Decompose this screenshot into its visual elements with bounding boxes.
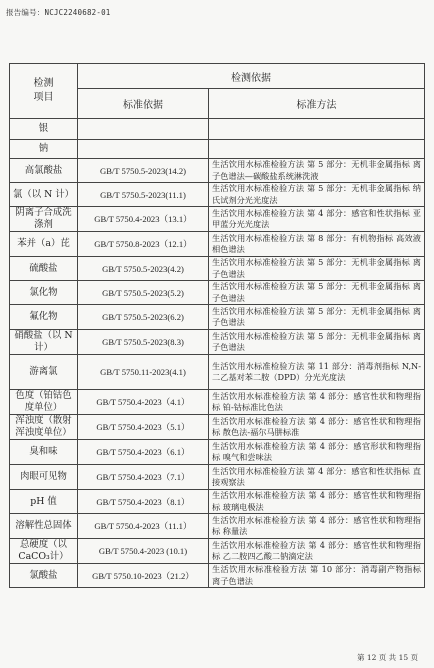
standard-method-cell: 生活饮用水标准检验方法 第 4 部分：感官和性状指标 直接观察法 xyxy=(209,465,425,490)
standard-method-cell: 生活饮用水标准检验方法 第 5 部分：无机非金属指标 纳氏试剂分光光度法 xyxy=(209,183,425,207)
standard-basis-cell: GB/T 5750.4-2023（4.1） xyxy=(78,390,209,415)
table-row xyxy=(10,539,425,564)
test-item-cell: 氯化物 xyxy=(10,281,78,305)
standard-method-cell: 生活饮用水标准检验方法 第 4 部分：感官性状和物理指标 玻璃电极法 xyxy=(209,490,425,514)
test-basis-table xyxy=(9,63,425,588)
standard-method-cell: 生活饮用水标准检验方法 第 5 部分：无机非金属指标 离子色谱法 xyxy=(209,330,425,355)
test-item-cell: 臭和味 xyxy=(10,440,78,465)
test-item-cell: 阴离子合成洗涤剂 xyxy=(10,207,78,232)
standard-method-cell: 生活饮用水标准检验方法 第 4 部分：感官性状和物理指标 铂-钴标准比色法 xyxy=(209,390,425,415)
table-row xyxy=(10,305,425,330)
standard-method-cell: 生活饮用水标准检验方法 第 4 部分：感官形状和物理指标 嗅气和尝味法 xyxy=(209,440,425,465)
table-row xyxy=(10,490,425,514)
standard-basis-cell: GB/T 5750.11-2023(4.1) xyxy=(78,355,209,390)
table-row xyxy=(10,330,425,355)
table-row xyxy=(10,415,425,440)
table-body xyxy=(10,119,425,588)
table-row xyxy=(10,207,425,232)
header-test-item: 检测 项目 xyxy=(10,64,78,119)
table-row xyxy=(10,355,425,390)
standard-basis-cell xyxy=(78,119,209,140)
standard-basis-cell: GB/T 5750.4-2023（8.1） xyxy=(78,490,209,514)
standard-basis-cell: GB/T 5750.4-2023（7.1） xyxy=(78,465,209,490)
table-row xyxy=(10,390,425,415)
standard-basis-cell: GB/T 5750.4-2023（11.1） xyxy=(78,514,209,539)
test-item-cell: 氯酸盐 xyxy=(10,564,78,588)
test-item-cell: 溶解性总固体 xyxy=(10,514,78,539)
table-row xyxy=(10,440,425,465)
table-row xyxy=(10,232,425,257)
test-item-cell: 氟化物 xyxy=(10,305,78,330)
standard-basis-cell: GB/T 5750.4-2023（13.1） xyxy=(78,207,209,232)
page-number: 第 12 页 共 15 页 xyxy=(356,653,418,662)
test-item-cell: 银 xyxy=(10,119,78,140)
table-row xyxy=(10,140,425,159)
test-item-cell: 游离氯 xyxy=(10,355,78,390)
standard-method-cell xyxy=(209,140,425,159)
test-item-cell: 硝酸盐（以 N 计） xyxy=(10,330,78,355)
table-row xyxy=(10,564,425,588)
table-row xyxy=(10,183,425,207)
header-test-basis: 检测依据 xyxy=(78,64,425,89)
standard-basis-cell: GB/T 5750.4-2023 (10.1) xyxy=(78,539,209,564)
standard-basis-cell xyxy=(78,140,209,159)
standard-basis-cell: GB/T 5750.4-2023（6.1） xyxy=(78,440,209,465)
standard-method-cell: 生活饮用水标准检验方法 第 4 部分：感官性状和物理指标 乙二胺四乙酸二钠滴定法 xyxy=(209,539,425,564)
standard-method-cell: 生活饮用水标准检验方法 第 5 部分：无机非金属指标 离子色谱法—碳酸盐系统淋洗液 xyxy=(209,159,425,183)
test-item-cell: 总硬度（以 CaCO₃计） xyxy=(10,539,78,564)
test-item-cell: 氯（以 N 计） xyxy=(10,183,78,207)
test-item-cell: 高氯酸盐 xyxy=(10,159,78,183)
standard-basis-cell: GB/T 5750.5-2023(5.2) xyxy=(78,281,209,305)
table-row xyxy=(10,281,425,305)
standard-basis-cell: GB/T 5750.10-2023（21.2） xyxy=(78,564,209,588)
test-item-cell: 色度（铂钴色度单位） xyxy=(10,390,78,415)
table-row xyxy=(10,514,425,539)
standard-basis-cell: GB/T 5750.5-2023(6.2) xyxy=(78,305,209,330)
standard-method-cell: 生活饮用水标准检验方法 第 10 部分：消毒副产物指标 离子色谱法 xyxy=(209,564,425,588)
table-row xyxy=(10,257,425,281)
standard-basis-cell: GB/T 5750.8-2023（12.1） xyxy=(78,232,209,257)
standard-basis-cell: GB/T 5750.5-2023(4.2) xyxy=(78,257,209,281)
standard-basis-cell: GB/T 5750.5-2023(11.1) xyxy=(78,183,209,207)
test-item-cell: 硫酸盐 xyxy=(10,257,78,281)
standard-basis-cell: GB/T 5750.5-2023(14.2) xyxy=(78,159,209,183)
standard-basis-cell: GB/T 5750.4-2023（5.1） xyxy=(78,415,209,440)
test-item-cell: 钠 xyxy=(10,140,78,159)
test-item-cell: 浑浊度（散射浑浊度单位） xyxy=(10,415,78,440)
standard-method-cell: 生活饮用水标准检验方法 第 4 部分：感官性状和物理指标 散色法-福尔马肼标准 xyxy=(209,415,425,440)
standard-method-cell: 生活饮用水标准检验方法 第 5 部分：无机非金属指标 离子色谱法 xyxy=(209,305,425,330)
standard-method-cell: 生活饮用水标准检验方法 第 11 部分：消毒剂指标 N,N-二乙基对苯二胺（DPD）分光光度法 xyxy=(209,355,425,390)
header-standard-basis: 标准依据 xyxy=(78,89,209,119)
test-item-cell: pH 值 xyxy=(10,490,78,514)
standard-method-cell: 生活饮用水标准检验方法 第 5 部分：无机非金属指标 离子色谱法 xyxy=(209,257,425,281)
standard-method-cell: 生活饮用水标准检验方法 第 8 部分：有机物指标 高效液相色谱法 xyxy=(209,232,425,257)
header-standard-method: 标准方法 xyxy=(209,89,425,119)
standard-basis-cell: GB/T 5750.5-2023(8.3) xyxy=(78,330,209,355)
test-item-cell: 苯并（a）芘 xyxy=(10,232,78,257)
standard-method-cell xyxy=(209,119,425,140)
table-row xyxy=(10,465,425,490)
standard-method-cell: 生活饮用水标准检验方法 第 4 部分：感官性状和物理指标 称量法 xyxy=(209,514,425,539)
table-row xyxy=(10,119,425,140)
standard-method-cell: 生活饮用水标准检验方法 第 5 部分：无机非金属指标 离子色谱法 xyxy=(209,281,425,305)
test-item-cell: 肉眼可见物 xyxy=(10,465,78,490)
table-row xyxy=(10,159,425,183)
report-number: 报告编号：NCJC2240682-01 xyxy=(6,8,111,17)
standard-method-cell: 生活饮用水标准检验方法 第 4 部分：感官和性状指标 亚甲蓝分光光度法 xyxy=(209,207,425,232)
